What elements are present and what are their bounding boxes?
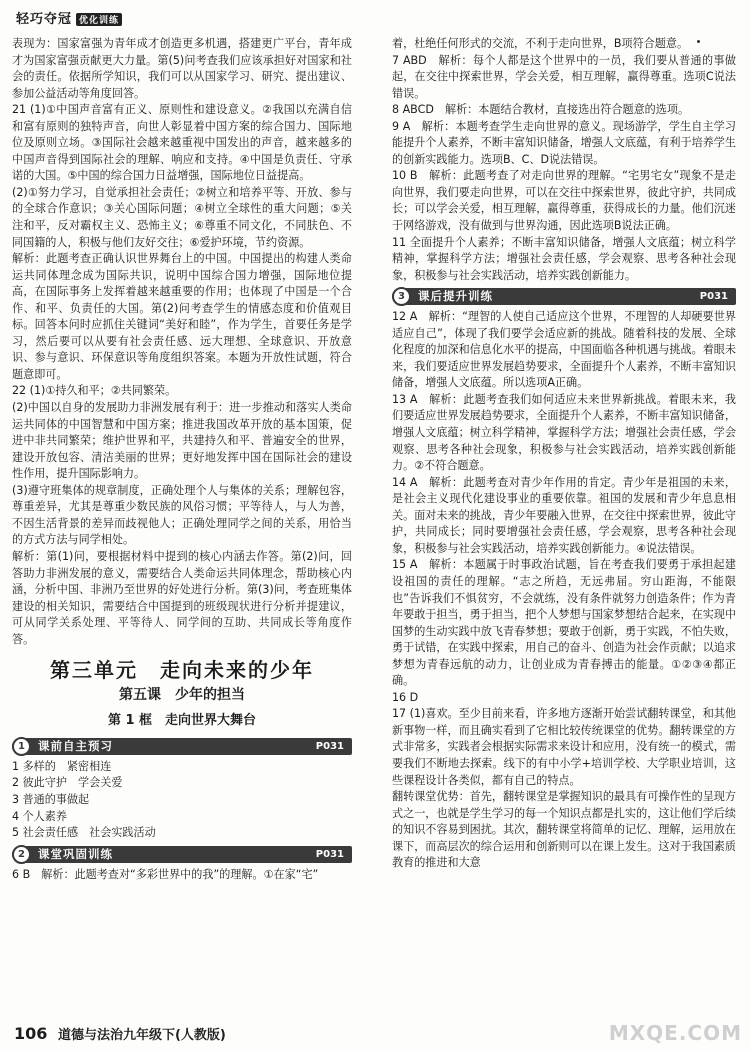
unit-title: 第三单元 走向未来的少年 [50,658,314,683]
q10-answer: 10 B 解析：此题考查了对走向世界的理解。“宅男宅女”现象不是走向世界，我们要走向世界，可以在交往中探索世界，彼此守护，共同成长；可以学会关爱，相互理解，赢得尊重，获得成长的力量。他们沉迷于网络游戏，没有做到与世界沟通，因此选项B说法正确。 [392,169,736,233]
q15-answer: 15 A 解析：本题属于时事政治试题，旨在考查我们要勇于承担起建设祖国的责任的理解。“志之所趋，无远弗届。穷山距海，不能限也”告诉我们不惧贫穷，不会就练，没有条件就努力创造条件；作为青年要敢于担当，勇于担当，把个人梦想与国家梦想结合起来，在实现中国梦的生动实践中放飞青春梦想；要敢于创新，勇于实践，不怕失败，勇于试错，在实践中探索，用自己的奋斗、创造为社会作贡献；以追求梦想为青春远航的动力，让创业成为青春搏击的能量。①②③④都正确。 [392,558,736,688]
watermark-logo: MXQE.COM [608,1021,742,1045]
lesson-title: 第五课 少年的担当 [119,686,245,703]
q12-answer: 12 A 解析：“理智的人使自己适应这个世界，不理智的人却硬要世界适应自己”，体现了我们要学会适应新的挑战。随着科技的发展、全球化程度的加深和信息化水平的提高，中国面临各种机遇与挑战。着眼未来，我们要适应世界发展趋势要求，全面提升个人素养，不断丰富知识储备，增强人文底蕴。所以选项A正确。 [392,310,736,390]
q17-answer: 17 (1)喜欢。至少目前来看，许多地方逐渐开始尝试翻转课堂，和其他新事物一样，而且确实看到了它相比较传统课堂的优势。翻转课堂的方式非常多，实践者会根据实际需求来设计和应用，没有统一的模式，需要我们不断地去探索。线下的有中小学+培训学校、大学职业培训，这些课程设计各类似，都有自己的特点。 [392,707,736,787]
q22-analysis: 解析：第(1)问，要根据材料中提到的核心内涵去作答。第(2)问，回答助力非洲发展的意义，需要结合人类命运共同体理念，帮助核心内涵，分析中国、非洲乃至世界的好处进行分析。第(3)问，考查班集体建设的相关知识，需要结合中国提到的班级现状进行分析并提建议，可从同学关系处理、平等待人、同学间的互助、共同成长等角度作答。 [12,549,352,646]
list-item: 4 个人素养 [12,809,67,823]
list-item: 5 社会责任感 社会实践活动 [12,826,156,840]
section-title: 课前自主预习 [38,738,113,753]
q22-part1: 22 (1)①持久和平；②共同繁荣。 [12,384,177,398]
list-item: 1 多样的 紧密相连 [12,759,112,773]
brand-badge: 优化训练 [76,13,122,26]
q22-part3: (3)遵守班集体的规章制度，正确处理个人与集体的关系；理解包容，尊重差异，尤其是尊重少数民族的风俗习惯；平等待人，与人为善，不因生活背景的差异而歧视他人；正确处理同学之间的关系，用恰当的方式方法与同学相处。 [12,483,352,547]
section-title: 课后提升训练 [418,289,493,304]
section-number-icon: 3 [392,287,411,306]
brand-logo: 轻巧夺冠 优化训练 [16,8,122,27]
q14-answer: 14 A 解析：此题考查对青少年作用的肯定。青少年是祖国的未来，是社会主义现代化建设事业的重要依靠。祖国的发展和青少年息息相关。面对未来的挑战，青少年要融入世界，在交往中探索世界，彼此守护，共同成长；同时要增强社会责任感，学会观察，思考各种社会现象，积极参与社会实践活动，培养实践创新能力。④说法错误。 [392,475,736,555]
q8-answer: 8 ABCD 解析：本题结合教材，直接选出符合题意的选项。 [392,103,690,117]
book-title: 道德与法治九年级下(人教版) [57,1028,226,1043]
section-page-ref: P031 [315,848,344,860]
intro-paragraph: 表现为：国家富强为青年成才创造更多机遇，搭建更广平台，青年成才为国家富强贡献更大力量。第(5)问考查我们应该承担好对国家和社会的责任。依据所学知识，我们可以从国家学习、研究、提出建议、参加公益活动等角度回答。 [12,37,352,100]
q22-part2: (2)中国以自身的发展助力非洲发展有利于：进一步推动和落实人类命运共同体的中国智慧和中国方案；推进我国改革开放的基本国策，促进中非共同繁荣；维护世界和平，共建持久和平、普遍安全的世界，建设开放包容、清洁美丽的世界；更好地发挥中国在国际社会的建设性作用，提升国际影响力。 [12,401,352,481]
q9-answer: 9 A 解析：本题考查学生走向世界的意义。现场游学，学生自主学习能提升个人素养，不断丰富知识储备，增强人文底蕴，有利于培养学生的创新实践能力。选项B、C、D说法错误。 [392,119,736,166]
q11-answer: 11 全面提升个人素养；不断丰富知识储备，增强人文底蕴；树立科学精神，掌握科学方法；增强社会责任感，学会观察、思考各种社会现象，积极参与社会实践活动，培养实践创新能力。 [392,235,736,282]
q7-answer: 7 ABD 解析：每个人都是这个世界中的一员，我们要从普通的事做起，在交往中探索世界，学会关爱，相互理解，赢得尊重。选项C说法错误。 [392,53,736,100]
q21-part2: (2)①努力学习，自觉承担社会责任；②树立和培养平等、开放、参与的全球合作意识；③关心国际问题；④树立全球性的重大问题；⑤关注和平，反对霸权主义、恐怖主义；⑥尊重不同文化，不同肤色、不同国籍的人，积极与他们友好交往；⑥爱护环境，节约资源。 [12,185,352,249]
page-number: 106 [14,1024,48,1043]
page-header [10,6,740,28]
frame-title: 第 1 框 走向世界大舞台 [107,713,257,729]
section-number-icon: 2 [12,845,31,864]
list-item: 2 彼此守护 学会关爱 [12,776,123,790]
section-title: 课堂巩固训练 [38,846,113,861]
q6-continued: 着，杜绝任何形式的交流，不利于走向世界，B项符合题意。 [392,37,689,50]
section-bar-preview [12,738,352,755]
q17-continued: 翻转课堂优势：首先，翻转课堂是掌握知识的最具有可操作性的呈现方式之一，也就是学生学习的每一个知识点都是扎实的，这让他们学后续的知识不容易到困扰。其次，翻转课堂将简单的记忆、理解，运用放在课下，而高层次的综合运用和创新则可以在课上发生。这对于我国素质教育的推进和大意 [392,790,736,870]
section-page-ref: P031 [699,291,728,303]
list-item: 3 普通的事做起 [12,792,90,806]
q21-part1: 21 (1)①中国声音富有正义、原则性和建设意义。②我国以充满自信和富有原则的独特声音，向世人彰显着中国方案的综合国力、国际地位及原则立场。③国际社会越来越重视中国发出的声音，越来越多的中国声音得到国际社会的理解、响应和支持。④中国是负责任、守承诺的大国。⑤中国的综合国力日益增强，国际地位日益提高。 [12,103,352,183]
section-page-ref: P031 [315,740,344,752]
section-bar-after-class [392,288,736,305]
q13-answer: 13 A 解析：此题考查我们如何适应未来世界新挑战。着眼未来，我们要适应世界发展趋势要求，全面提升个人素养，不断丰富知识储备，增强人文底蕴；树立科学精神，掌握科学方法；增强社会责任感，学会观察、思考各种社会现象，积极参与社会实践活动，培养实践创新能力。②不符合题意。 [392,392,736,473]
q6-answer: 6 B 解析：此题考查对“多彩世界中的我”的理解。①在家“宅” [12,867,319,881]
left-column [12,36,352,883]
page-footer [14,1024,226,1043]
right-column [392,37,736,872]
section-bar-classroom [12,846,352,863]
q16-answer: 16 D [392,690,419,704]
section-number-icon: 1 [12,737,31,756]
q21-analysis: 解析：此题考查正确认识世界舞台上的中国。中国提出的构建人类命运共同体理念成为国际共识，说明中国综合国力增强，国际地位提高，在国际事务上发挥着越来越重要的作用；也体现了中国是一个合作、和平、负责任的大国。第(2)问考查学生的情感态度和价值观目标。回答本问时应抓住关键词“美好和睦”，作为学生，首要任务是学习，然后要可以从要有社会责任感、远大理想、全球意识、开放意识、参与意识、环保意识等角度组织答案。本题为开放性试题，符合题意即可。 [12,252,352,381]
